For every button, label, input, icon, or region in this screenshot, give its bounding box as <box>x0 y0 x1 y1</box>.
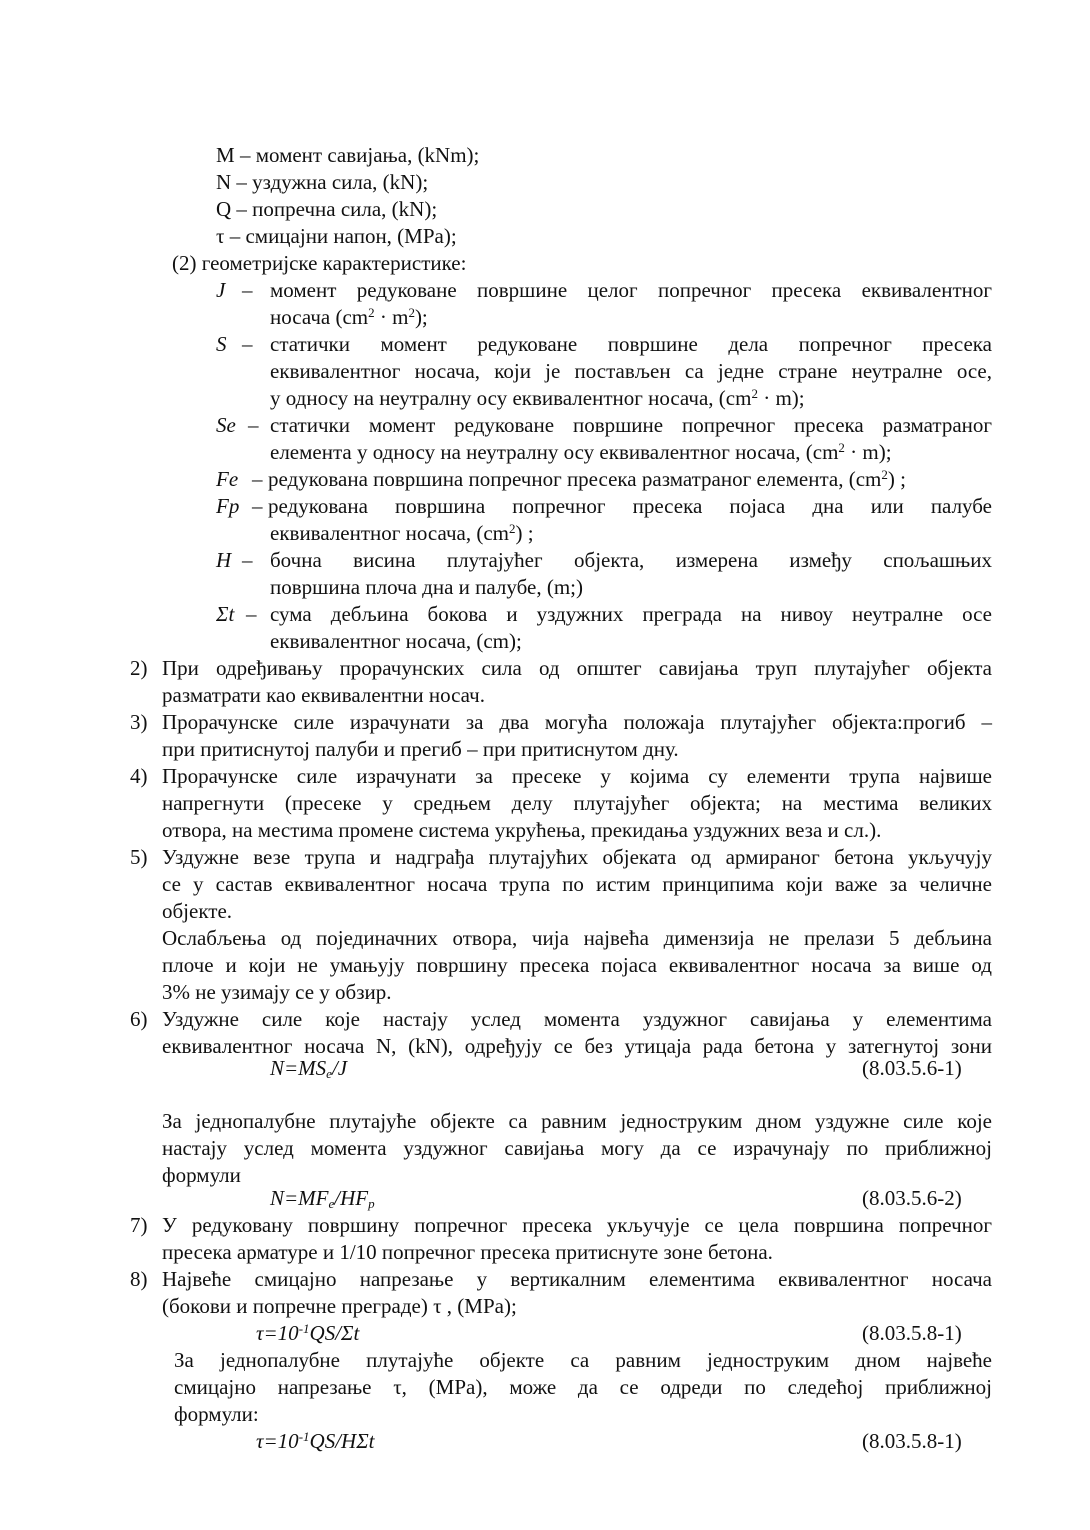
item-line: разматрати као еквивалентни носач. <box>162 683 485 707</box>
item-line: Прорачунске силе израчунати за пресеке у којима су елементи трупа највише <box>162 764 992 788</box>
item-line: објекте. <box>162 899 233 923</box>
equation-number: (8.03.5.8-1) <box>862 1429 962 1453</box>
def-shear-force <box>216 197 437 221</box>
equation-formula: $\tau=10^{-1}QS/\Sigma t$ <box>256 1321 360 1345</box>
def-symbol: Σt <box>216 602 235 626</box>
def-text: – смицајни напон, (MPa); <box>229 224 457 248</box>
item-line: еквивалентног носача N, (kN), одређују се без утицаја рада бетона у затегнутој зони <box>162 1034 992 1058</box>
item-line: (бокови и попречне преграде) τ , (MPa); <box>162 1294 517 1318</box>
item-line: Уздужне силе које настају услед момента уздужног савијања у елементима <box>162 1007 992 1031</box>
def-line: статички момент редуковане површине попречног пресека разматраног <box>270 413 992 437</box>
equation-formula: $\tau=10^{-1}QS$/HΣt <box>256 1429 375 1453</box>
item-line: пресека арматуре и 1/10 попречног пресека притиснуте зоне бетона. <box>162 1240 773 1264</box>
item-line: 3% не узимају се у обзир. <box>162 980 392 1004</box>
item-number: 8) <box>130 1267 148 1291</box>
item-line: плоче и који не умањују површину пресека појаса еквивалентног носача за више од <box>162 953 992 977</box>
item-number: 4) <box>130 764 148 788</box>
equation-formula: $N=MS_e/J$ <box>270 1056 348 1081</box>
item-line: Уздужне везе трупа и надграђа плутајућих објеката од армираног бетона укључују <box>162 845 992 869</box>
item-line: напрегнути (пресеке у средњем делу плутајућег објекта; на местима великих <box>162 791 992 815</box>
item-number: 2) <box>130 656 148 680</box>
def-line: сума дебљина бокова и уздужних преграда на нивоу неутралне осе <box>270 602 992 626</box>
item-number: 5) <box>130 845 148 869</box>
paragraph-line: смицајно напрезање τ, (MPa), може да се одреди по следећој приближној <box>174 1375 992 1399</box>
equation-number: (8.03.5.6-2) <box>862 1186 962 1210</box>
def-line: статички момент редуковане површине дела попречног пресека <box>270 332 992 356</box>
item-line: При одређивању прорачунских сила од општег савијања труп плутајућег објекта <box>162 656 992 680</box>
paragraph-line: формули: <box>174 1402 259 1426</box>
def-dash: – <box>252 467 263 491</box>
def-symbol: M <box>216 143 235 167</box>
def-line: бочна висина плутајућег објекта, измерена између спољашњих <box>270 548 992 572</box>
item-number: 6) <box>130 1007 148 1031</box>
def-line: у односу на неутралну осу еквивалентног носача, $(cm^2 \cdot m)$; <box>270 386 805 410</box>
paragraph-line: формули <box>162 1163 241 1187</box>
def-dash: – <box>248 413 259 437</box>
equation-number: (8.03.5.8-1) <box>862 1321 962 1345</box>
item-line: Ослабљења од појединачних отвора, чија највећа димензија не прелази 5 дебљина <box>162 926 992 950</box>
paragraph-line: За једнопалубне плутајуће објекте са равним једноструким дном највеће <box>174 1348 992 1372</box>
paragraph-line: настају услед момента уздужног савијања могу да се израчунају по приближној <box>162 1136 992 1160</box>
def-symbol: Q <box>216 197 232 221</box>
def-symbol: Fp <box>216 494 240 518</box>
def-shear-stress <box>216 224 457 248</box>
def-dash: – <box>242 332 253 356</box>
def-dash: – <box>242 548 253 572</box>
def-symbol: Fe <box>216 467 239 491</box>
def-symbol: S <box>216 332 227 356</box>
def-dash: – <box>242 278 253 302</box>
def-dash: – <box>246 602 257 626</box>
item-line: Највеће смицајно напрезање у вертикалним елементима еквивалентног носача <box>162 1267 992 1291</box>
def-line: носача $(cm^2 \cdot m^2)$; <box>270 305 428 329</box>
item-line: отвора, на местима промене система укрућења, прекидања уздужних веза и сл.). <box>162 818 882 842</box>
paragraph-line: За једнопалубне плутајуће објекте са равним једноструким дном уздужне силе које <box>162 1109 992 1133</box>
def-text: – момент савијања, (kNm); <box>239 143 480 167</box>
def-symbol: H <box>216 548 232 572</box>
equation-formula: $N=MF_e/HF_p$ <box>270 1186 375 1211</box>
item-line: се у састав еквивалентног носача трупа по истим принципима који важе за челичне <box>162 872 992 896</box>
item-line: У редуковану површину попречног пресека укључује се цела површина попречног <box>162 1213 992 1237</box>
def-line: површина плоча дна и палубе, (m;) <box>270 575 583 599</box>
item-line: при притиснутој палуби и прегиб – при притиснутом дну. <box>162 737 679 761</box>
def-line: редукована површина попречног пресека појаса дна или палубе <box>268 494 992 518</box>
def-text: – попречна сила, (kN); <box>236 197 438 221</box>
def-line: момент редуковане површине целог попречног пресека еквивалентног <box>270 278 992 302</box>
def-symbol: τ <box>216 224 225 248</box>
def-line: редукована површина попречног пресека разматраног елемента, $(cm^2)$ ; <box>268 467 906 491</box>
equation-number: (8.03.5.6-1) <box>862 1056 962 1080</box>
def-line: еквивалентног носача, који је постављен са једне стране неутралне осе, <box>270 359 992 383</box>
geometric-heading: (2) геометријске карактеристике: <box>172 251 467 275</box>
def-moment <box>216 143 479 167</box>
def-axial-force <box>216 170 428 194</box>
def-line: еквивалентног носача, (cm); <box>270 629 522 653</box>
item-line: Прорачунске силе израчунати за два могућа положаја плутајућег објекта:прогиб – <box>162 710 992 734</box>
item-number: 7) <box>130 1213 148 1237</box>
def-dash: – <box>252 494 263 518</box>
def-symbol: Se <box>216 413 236 437</box>
item-number: 3) <box>130 710 148 734</box>
def-symbol: N <box>216 170 232 194</box>
def-line: елемента у односу на неутралну осу еквивалентног носача, $(cm^2 \cdot m)$; <box>270 440 892 464</box>
def-text: – уздужна сила, (kN); <box>236 170 429 194</box>
def-line: еквивалентног носача, $(cm^2)$ ; <box>270 521 534 545</box>
def-symbol: J <box>216 278 226 302</box>
